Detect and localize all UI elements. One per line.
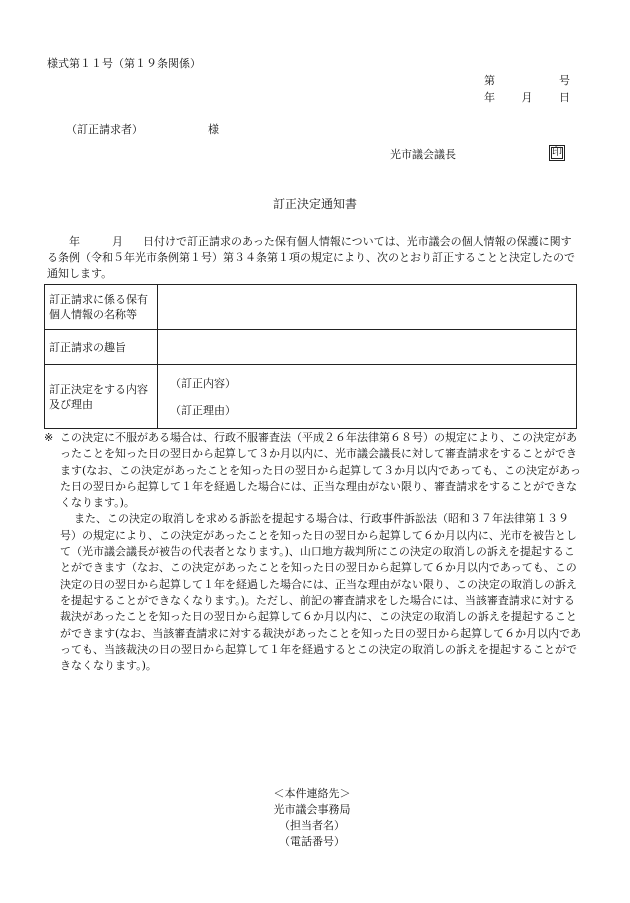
row-value-request-purpose bbox=[158, 330, 577, 365]
document-title: 訂正決定通知書 bbox=[272, 197, 357, 211]
intro-text: 日付けで訂正請求のあった保有個人情報については、光市議会の個人情報の保護に関する条例（令和５年光市条例第１号）第３４条第１項の規定により、次のとおり訂正することと決定したので通知します。 bbox=[47, 235, 575, 280]
row-label-info-name: 訂正請求に係る保有個人情報の名称等 bbox=[45, 285, 158, 330]
contact-phone: （電話番号） bbox=[279, 835, 345, 848]
decision-detail-table bbox=[44, 284, 577, 429]
intro-paragraph bbox=[47, 234, 579, 282]
row-label-decision-content: 訂正決定をする内容及び理由 bbox=[45, 365, 158, 429]
intro-year: 年 bbox=[69, 235, 80, 248]
date-day: 日 bbox=[559, 91, 570, 104]
seal-label: 印 bbox=[552, 147, 562, 158]
row-value-decision-content bbox=[158, 365, 577, 429]
notice-paragraph-2: また、この決定の取消しを求める訴訟を提起する場合は、行政事件訴訟法（昭和３７年法律第１３９号）の規定により、この決定があったことを知った日の翌日から起算して６か月以内に、光市を被告として（光市議会議長が被告の代表者となります。)、山口地方裁判所にこの決定の取消しの訴えを提起することができます（なお、この決定があったことを知った日の翌日から起算して６か月以内であっても、この決定の日の翌日から起算して１年を経過した場合には、正当な理由がない限り、この決定の取消しの訴えを提起することができなくなります。)。ただし、前記の審査請求をした場合には、当該審査請求に対する裁決があったことを知った日の翌日から起算して６か月以内に、この決定の取消しの訴えを提起することができます(なお、当該審査請求に対する裁決があったことを知った日の翌日から起算して６か月以内であっても、当該裁決の日の翌日から起算して１年を経過するとこの決定の取消しの訴えを提起することができなくなります。)。 bbox=[60, 512, 582, 673]
contact-person: （担当者名） bbox=[279, 819, 345, 832]
number-prefix: 第 bbox=[484, 74, 495, 87]
issuer-name: 光市議会議長 bbox=[390, 148, 456, 161]
row-label-request-purpose: 訂正請求の趣旨 bbox=[45, 330, 158, 365]
document-date-line bbox=[484, 90, 570, 107]
appeal-notice bbox=[44, 430, 582, 674]
intro-month: 月 bbox=[112, 235, 123, 248]
recipient-label: （訂正請求者） bbox=[66, 123, 143, 136]
form-number: 様式第１１号（第１９条関係） bbox=[47, 57, 201, 70]
table-row bbox=[45, 285, 577, 330]
recipient-honorific: 様 bbox=[208, 123, 219, 136]
contact-office: 光市議会事務局 bbox=[273, 803, 351, 816]
correction-reason-label: （訂正理由） bbox=[170, 403, 236, 417]
notice-paragraph-1 bbox=[44, 430, 582, 511]
notice-text-1: この決定に不服がある場合は、行政不服審査法（平成２６年法律第６８号）の規定により、この決定があったことを知った日の翌日から起算して３か月以内に、光市議会議長に対して審査請求をすることができます(なお、この決定があったことを知った日の翌日から起算して３か月以内であっても、この決定があった日の翌日から起算して１年を経過した場合には、正当な理由がない限り、審査請求をすることができなくなります。)。 bbox=[60, 431, 581, 510]
date-year: 年 bbox=[484, 91, 495, 104]
row-value-info-name bbox=[158, 285, 577, 330]
document-number-line bbox=[484, 73, 570, 90]
contact-heading: ＜本件連絡先＞ bbox=[273, 787, 351, 800]
note-mark: ※ bbox=[44, 431, 54, 444]
table-row bbox=[45, 365, 577, 429]
date-month: 月 bbox=[521, 91, 533, 104]
correction-content-label: （訂正内容） bbox=[170, 376, 236, 390]
number-suffix: 号 bbox=[559, 74, 570, 87]
seal-mark bbox=[549, 145, 565, 161]
table-row bbox=[45, 330, 577, 365]
contact-block bbox=[0, 786, 630, 850]
